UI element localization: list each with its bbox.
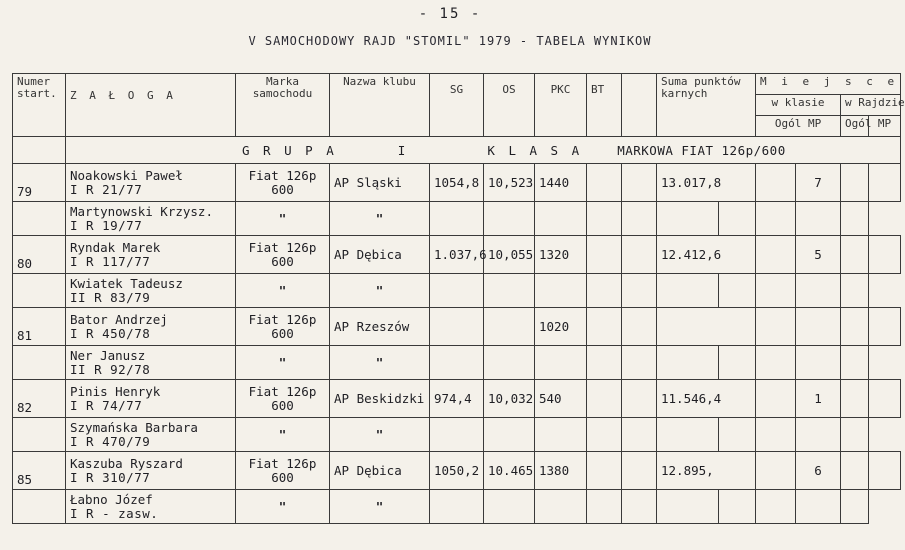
header-w-klasie: w klasie bbox=[756, 95, 841, 116]
start-number-blank bbox=[13, 202, 66, 236]
blank-col bbox=[841, 202, 869, 236]
blank-col bbox=[430, 346, 484, 380]
blank-col bbox=[622, 202, 657, 236]
blank-col bbox=[484, 202, 535, 236]
driver-name: Ryndak Marek bbox=[70, 239, 161, 255]
car-make: Fiat 126p 600 bbox=[236, 380, 330, 418]
blank-col bbox=[841, 418, 869, 452]
os-value: 10,032 bbox=[484, 380, 535, 418]
driver-license: I R 310/77 bbox=[70, 469, 151, 485]
blank-col bbox=[756, 490, 796, 524]
header-bt: BT bbox=[587, 74, 622, 137]
pkc-value: 540 bbox=[535, 380, 587, 418]
blank-col bbox=[657, 490, 719, 524]
driver-license: I R 450/78 bbox=[70, 325, 151, 341]
driver-name: Noakowski Paweł bbox=[70, 167, 183, 183]
blank-col bbox=[622, 452, 657, 490]
driver-license: I R 117/77 bbox=[70, 253, 151, 269]
header-empty bbox=[622, 74, 657, 137]
codriver-row bbox=[13, 202, 901, 236]
sg-value: 1054,8 bbox=[430, 164, 484, 202]
blank-col bbox=[756, 202, 796, 236]
total-penalty: 12.412,6 bbox=[657, 236, 756, 274]
blank-col bbox=[719, 274, 756, 308]
class-place: 5 bbox=[796, 236, 841, 274]
total-penalty: 11.546,4 bbox=[657, 380, 756, 418]
blank-col bbox=[484, 418, 535, 452]
sg-value: 1050,2 bbox=[430, 452, 484, 490]
blank-col bbox=[535, 202, 587, 236]
blank-col bbox=[841, 274, 869, 308]
codriver-name: Kwiatek Tadeusz bbox=[70, 275, 183, 291]
rally-overall bbox=[841, 308, 869, 346]
blank-col bbox=[622, 308, 657, 346]
club-name: AP Dębica bbox=[330, 452, 430, 490]
codriver-license: I R 19/77 bbox=[70, 217, 143, 233]
blank-col bbox=[869, 452, 901, 490]
os-value: 10.465 bbox=[484, 452, 535, 490]
header-miejsce: M i e j s c e bbox=[756, 74, 901, 95]
club-name-ditto: " bbox=[330, 418, 430, 452]
header-marka: Marka samochodu bbox=[236, 74, 330, 137]
blank-col bbox=[622, 236, 657, 274]
sg-value bbox=[430, 308, 484, 346]
codriver-name: Łabno Józef bbox=[70, 491, 153, 507]
header-numer: Numer start. bbox=[13, 74, 66, 137]
driver-cell bbox=[66, 308, 236, 346]
blank-col bbox=[484, 274, 535, 308]
class-place: 6 bbox=[796, 452, 841, 490]
class-place bbox=[796, 308, 841, 346]
blank-col bbox=[622, 164, 657, 202]
blank-col bbox=[535, 274, 587, 308]
pkc-value: 1380 bbox=[535, 452, 587, 490]
codriver-cell bbox=[66, 274, 236, 308]
header-sg: SG bbox=[430, 74, 484, 137]
blank-col bbox=[869, 164, 901, 202]
group-klasa: K L A S A bbox=[487, 142, 583, 158]
group-blank bbox=[13, 137, 66, 164]
pkc-value: 1020 bbox=[535, 308, 587, 346]
car-make-ditto: " bbox=[236, 274, 330, 308]
blank-col bbox=[756, 452, 796, 490]
driver-cell bbox=[66, 452, 236, 490]
codriver-name: Szymańska Barbara bbox=[70, 419, 198, 435]
page-number: - 15 - bbox=[418, 6, 482, 22]
blank-col bbox=[430, 418, 484, 452]
header-ogol-rajd: Ogól bbox=[841, 116, 869, 137]
rally-overall bbox=[841, 452, 869, 490]
group-row bbox=[13, 137, 901, 164]
header-ogol-mp-klasa: Ogól MP bbox=[756, 116, 841, 137]
club-name-ditto: " bbox=[330, 274, 430, 308]
club-name: AP Beskidzki bbox=[330, 380, 430, 418]
blank-col bbox=[535, 490, 587, 524]
blank-col bbox=[484, 346, 535, 380]
blank-col bbox=[657, 418, 719, 452]
blank-col bbox=[869, 236, 901, 274]
pkc-value: 1320 bbox=[535, 236, 587, 274]
blank-col bbox=[484, 490, 535, 524]
blank-col bbox=[756, 418, 796, 452]
car-make: Fiat 126p 600 bbox=[236, 452, 330, 490]
document-title: V SAMOCHODOWY RAJD "STOMIL" 1979 - TABELA WYNIKOW bbox=[248, 34, 652, 48]
bt-value bbox=[587, 380, 622, 418]
start-number-blank bbox=[13, 274, 66, 308]
blank-col bbox=[719, 346, 756, 380]
codriver-name: Martynowski Krzysz. bbox=[70, 203, 213, 219]
rally-overall bbox=[841, 164, 869, 202]
bt-value bbox=[587, 236, 622, 274]
start-number: 85 bbox=[13, 452, 66, 490]
blank-col bbox=[719, 490, 756, 524]
blank-col bbox=[430, 274, 484, 308]
codriver-license: I R 470/79 bbox=[70, 433, 151, 449]
sg-value: 974,4 bbox=[430, 380, 484, 418]
sg-value: 1.037,6 bbox=[430, 236, 484, 274]
blank-col bbox=[869, 308, 901, 346]
results-table bbox=[12, 73, 905, 524]
blank-col bbox=[796, 490, 841, 524]
header-pkc: PKC bbox=[535, 74, 587, 137]
header-mp-rajd: MP bbox=[869, 116, 901, 137]
codriver-row bbox=[13, 490, 901, 524]
blank-col bbox=[756, 380, 796, 418]
club-name: AP Dębica bbox=[330, 236, 430, 274]
rally-overall bbox=[841, 236, 869, 274]
pkc-value: 1440 bbox=[535, 164, 587, 202]
driver-name: Bator Andrzej bbox=[70, 311, 168, 327]
group-label bbox=[66, 137, 901, 164]
class-place: 1 bbox=[796, 380, 841, 418]
codriver-cell bbox=[66, 202, 236, 236]
club-name-ditto: " bbox=[330, 202, 430, 236]
blank-col bbox=[622, 274, 657, 308]
blank-col bbox=[719, 202, 756, 236]
group-opis: MARKOWA FIAT 126p/600 bbox=[617, 142, 786, 158]
bt-value bbox=[587, 452, 622, 490]
blank-col bbox=[756, 308, 796, 346]
rally-overall bbox=[841, 380, 869, 418]
codriver-row bbox=[13, 274, 901, 308]
driver-row bbox=[13, 164, 901, 202]
header-klub: Nazwa klubu bbox=[330, 74, 430, 137]
total-penalty: 12.895, bbox=[657, 452, 756, 490]
driver-name: Pinis Henryk bbox=[70, 383, 161, 399]
codriver-name: Ner Janusz bbox=[70, 347, 146, 363]
car-make: Fiat 126p 600 bbox=[236, 308, 330, 346]
start-number: 82 bbox=[13, 380, 66, 418]
blank-col bbox=[587, 490, 622, 524]
blank-col bbox=[756, 164, 796, 202]
start-number-blank bbox=[13, 346, 66, 380]
driver-name: Kaszuba Ryszard bbox=[70, 455, 183, 471]
os-value: 10,523 bbox=[484, 164, 535, 202]
start-number: 80 bbox=[13, 236, 66, 274]
blank-col bbox=[587, 202, 622, 236]
header-row bbox=[13, 74, 901, 95]
codriver-license: II R 83/79 bbox=[70, 289, 151, 305]
total-penalty: 13.017,8 bbox=[657, 164, 756, 202]
codriver-cell bbox=[66, 418, 236, 452]
driver-cell bbox=[66, 236, 236, 274]
codriver-row bbox=[13, 418, 901, 452]
driver-cell bbox=[66, 380, 236, 418]
class-place: 7 bbox=[796, 164, 841, 202]
header-suma: Suma punktów karnych bbox=[657, 74, 756, 137]
blank-col bbox=[796, 418, 841, 452]
blank-col bbox=[796, 274, 841, 308]
driver-cell bbox=[66, 164, 236, 202]
blank-col bbox=[756, 236, 796, 274]
blank-col bbox=[535, 346, 587, 380]
club-name: AP Sląski bbox=[330, 164, 430, 202]
car-make-ditto: " bbox=[236, 418, 330, 452]
blank-col bbox=[535, 418, 587, 452]
codriver-cell bbox=[66, 490, 236, 524]
start-number: 79 bbox=[13, 164, 66, 202]
blank-col bbox=[841, 490, 869, 524]
header-w-rajdzie: w Rajdzie bbox=[841, 95, 901, 116]
driver-row bbox=[13, 380, 901, 418]
codriver-cell bbox=[66, 346, 236, 380]
codriver-row bbox=[13, 346, 901, 380]
blank-col bbox=[756, 346, 796, 380]
club-name-ditto: " bbox=[330, 346, 430, 380]
blank-col bbox=[622, 418, 657, 452]
header-os: OS bbox=[484, 74, 535, 137]
blank-col bbox=[430, 490, 484, 524]
blank-col bbox=[796, 346, 841, 380]
car-make-ditto: " bbox=[236, 202, 330, 236]
blank-col bbox=[622, 380, 657, 418]
bt-value bbox=[587, 164, 622, 202]
blank-col bbox=[657, 346, 719, 380]
os-value bbox=[484, 308, 535, 346]
blank-col bbox=[587, 346, 622, 380]
car-make: Fiat 126p 600 bbox=[236, 236, 330, 274]
driver-row bbox=[13, 452, 901, 490]
blank-col bbox=[587, 274, 622, 308]
blank-col bbox=[657, 202, 719, 236]
start-number: 81 bbox=[13, 308, 66, 346]
start-number-blank bbox=[13, 490, 66, 524]
blank-col bbox=[657, 274, 719, 308]
header-zaloga: Z A Ł O G A bbox=[66, 74, 236, 137]
bt-value bbox=[587, 308, 622, 346]
driver-license: I R 21/77 bbox=[70, 181, 143, 197]
club-name-ditto: " bbox=[330, 490, 430, 524]
car-make: Fiat 126p 600 bbox=[236, 164, 330, 202]
blank-col bbox=[622, 490, 657, 524]
driver-license: I R 74/77 bbox=[70, 397, 143, 413]
start-number-blank bbox=[13, 418, 66, 452]
blank-col bbox=[719, 418, 756, 452]
blank-col bbox=[869, 380, 901, 418]
blank-col bbox=[796, 202, 841, 236]
car-make-ditto: " bbox=[236, 346, 330, 380]
driver-row bbox=[13, 308, 901, 346]
driver-row bbox=[13, 236, 901, 274]
codriver-license: I R - zasw. bbox=[70, 505, 159, 521]
blank-col bbox=[622, 346, 657, 380]
total-penalty bbox=[657, 308, 756, 346]
car-make-ditto: " bbox=[236, 490, 330, 524]
group-grupa: G R U P A bbox=[242, 142, 337, 158]
os-value: 10,055 bbox=[484, 236, 535, 274]
blank-col bbox=[430, 202, 484, 236]
blank-col bbox=[841, 346, 869, 380]
blank-col bbox=[587, 418, 622, 452]
blank-col bbox=[756, 274, 796, 308]
group-nr: I bbox=[397, 142, 409, 158]
club-name: AP Rzeszów bbox=[330, 308, 430, 346]
codriver-license: II R 92/78 bbox=[70, 361, 151, 377]
